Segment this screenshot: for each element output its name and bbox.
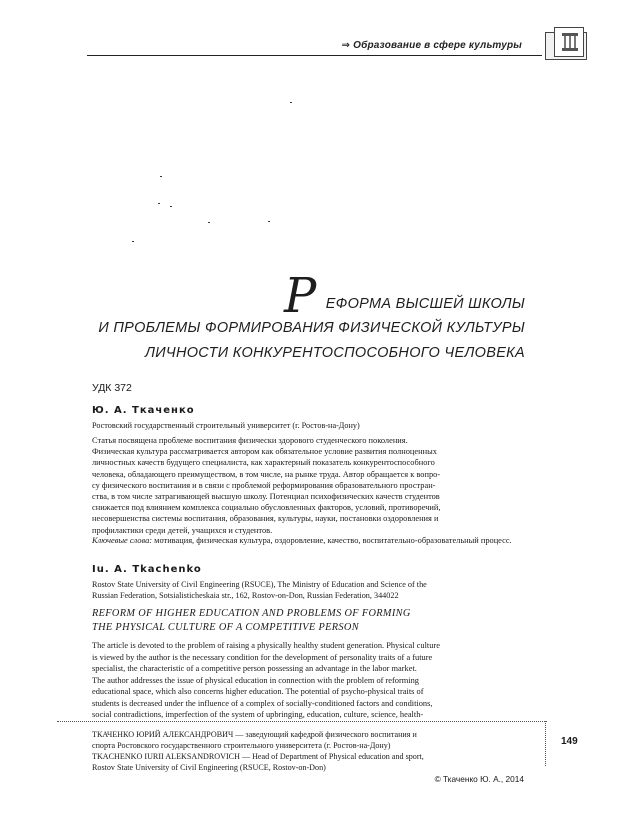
title-en: REFORM OF HIGHER EDUCATION AND PROBLEMS OF FORMING THE PHYSICAL CULTURE OF A COMPETITIVE PERSON: [92, 608, 411, 633]
header-rule: [87, 55, 542, 56]
scan-speck: [290, 102, 292, 103]
title-line-3: ЛИЧНОСТИ КОНКУРЕНТОСПОСОБНОГО ЧЕЛОВЕКА: [144, 345, 525, 361]
header-emblem: [545, 32, 587, 60]
affiliation-ru: Ростовский государственный строительный университет (г. Ростов-на-Дону): [92, 421, 360, 430]
keywords-label: Ключевые слова:: [92, 536, 153, 545]
emblem-frame: [554, 27, 584, 57]
footnote-ru: ТКАЧЕНКО ЮРИЙ АЛЕКСАНДРОВИЧ — заведующий кафедрой физического воспитания и спорта Ростовского государственного строительного университета (г. Ростов-на-Дону): [92, 730, 417, 750]
scan-speck: [170, 206, 172, 207]
title-line-1: ЕФОРМА ВЫСШЕЙ ШКОЛЫ: [325, 296, 525, 312]
scan-speck: [160, 176, 162, 177]
scan-speck: [158, 203, 160, 204]
udk-code: УДК 372: [92, 382, 132, 394]
section-header: ⇒ Образование в сфере культуры: [341, 40, 522, 51]
author-en: Iu. A. Tkachenko: [92, 564, 202, 575]
abstract-ru: Статья посвящена проблеме воспитания физически здорового студенческого поколения. Физическая культура рассматривается автором как обязательное условие развития полноценных личностных качеств будущего специалиста, как характерный показатель конкурентоспособного человека, обладающего преимуществом, в том числе, на рынке труда. Автор обращается к вопро- су физического воспитания и в связи с проблемой реформирования образовательного простран- ства, в том числе затрагивающей высшую школу. Потенциал психофизических качеств студентов снижается под влиянием комплекса социально обусловленных факторов, условий, противоречий, несовершенства системы воспитания, образования, культуры, науки, постановки оздоровления и профилактики среди детей, учащихся и студентов.: [92, 436, 441, 535]
scan-speck: [208, 222, 210, 223]
page-number: 149: [561, 736, 578, 747]
scan-speck: [132, 241, 134, 242]
affiliation-en: Rostov State University of Civil Engineering (RSUCE), The Ministry of Education and Science of the Russian Federation, Sotsialisticheskaia str., 162, Rostov-on-Don, Russian Federation, 344022: [92, 580, 427, 600]
keywords-ru: [92, 535, 524, 546]
title-dropcap: Р: [284, 268, 317, 324]
author-ru: Ю. А. Ткаченко: [92, 405, 195, 416]
scan-speck: [268, 221, 270, 222]
footnote-en: TKACHENKO IURII ALEKSANDROVICH — Head of Department of Physical education and sport, Rostov State University of Civil Engineering (RSUCE, Rostov-on-Don): [92, 752, 424, 772]
footnote-separator: [57, 721, 547, 722]
keywords-text: мотивация, физическая культура, оздоровление, качество, воспитательно-образовательный процесс.: [154, 536, 512, 545]
copyright: © Ткаченко Ю. А., 2014: [434, 774, 524, 784]
abstract-en: The article is devoted to the problem of raising a physically healthy student generation. Physical culture is viewed by the author is the necessary condition for the development of personality traits of a future specialist, the characteristic of a competitive person possessing an advantage in the labor market. The author addresses the issue of physical education in connection with the problem of reforming educational space, which also concerns higher education. The potential of psycho-physical traits of students is decreased under the influence of a complex of socially-conditioned factors and conditions, social contradictions, imperfection of the system of upbringing, education, culture, science, health-: [92, 641, 440, 719]
title-line-2: И ПРОБЛЕМЫ ФОРМИРОВАНИЯ ФИЗИЧЕСКОЙ КУЛЬТУРЫ: [98, 320, 525, 336]
column-icon: [561, 32, 579, 52]
footnote-vertical-rule: [545, 721, 546, 766]
